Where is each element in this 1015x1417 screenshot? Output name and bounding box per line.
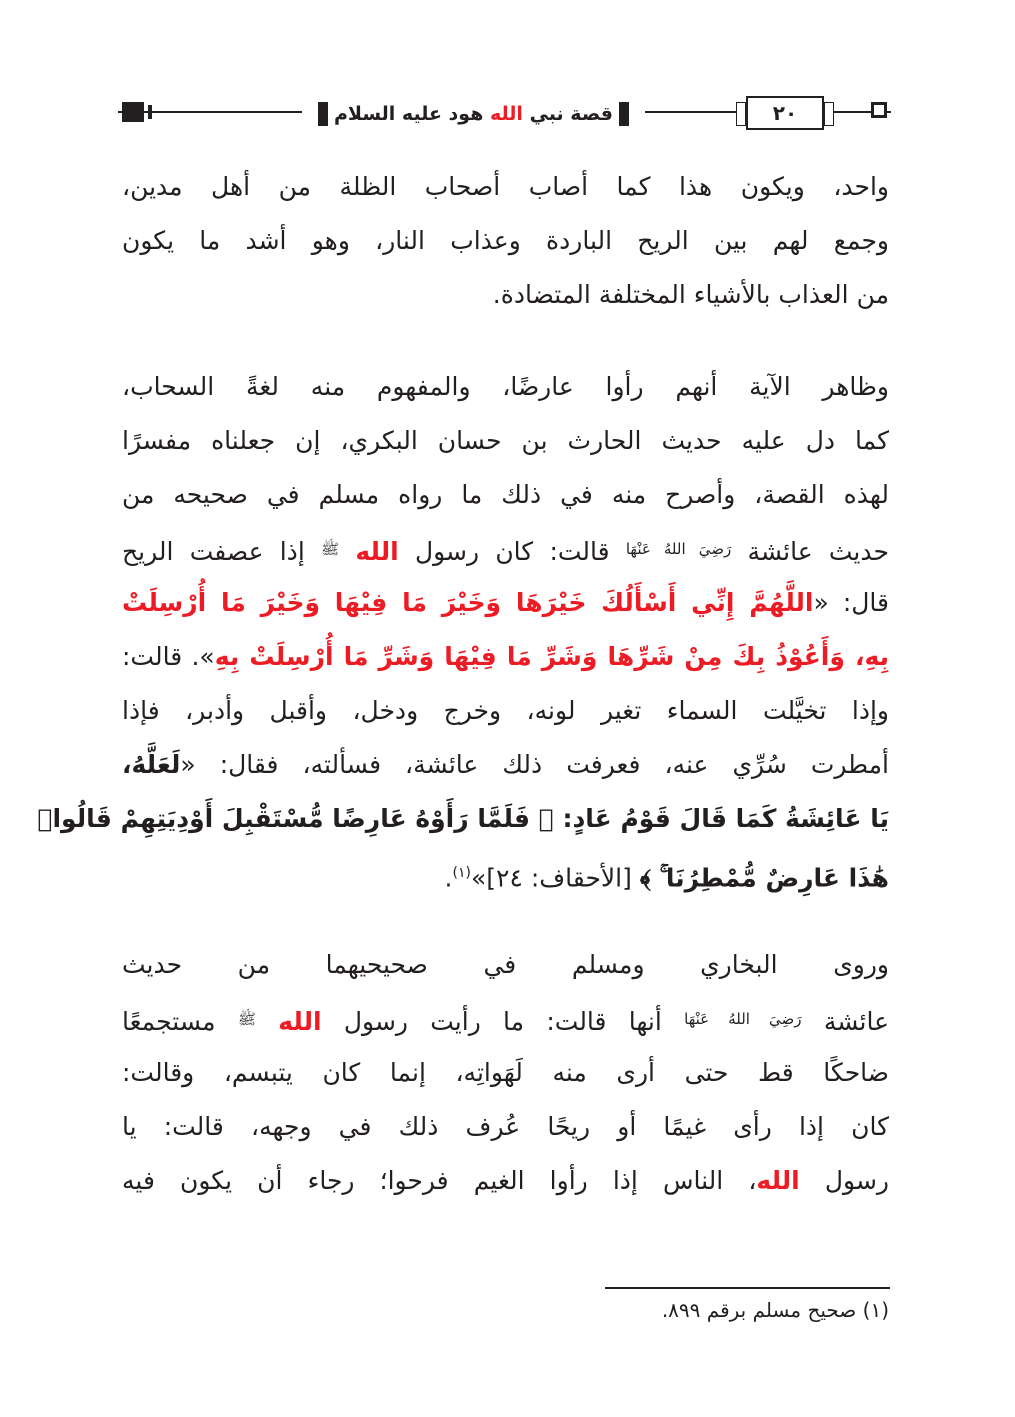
header-end-block: [122, 102, 144, 122]
text-line: عائشة $^{رَضِيَ اللهُ عَنْهَا}$ أنها قالت: ما رأيت رسول الله $^ﷺ$ مستجمعًا: [122, 1007, 890, 1036]
header-title-box: [302, 96, 645, 132]
text-line: وروى البخاري ومسلم في صحيحيهما من حديث: [122, 950, 889, 979]
text-line: كان إذا رأى غيمًا أو ريحًا عُرف ذلك في وجهه، قالت: يا: [122, 1112, 889, 1141]
text-line: وإذا تخيَّلت السماء تغير لونه، وخرج ودخل، وأقبل وأدبر، فإذا: [122, 696, 889, 725]
quran-verse: يَا عَائِشَةُ كَمَا قَالَ قَوْمُ عَادٍ: ﴿ فَلَمَّا رَأَوْهُ عَارِضًا مُّسْتَقْبِلَ أَوْدِيَتِهِمْ قَالُوا۟: [37, 804, 889, 833]
header-end-square: [871, 102, 887, 118]
book-title: قصة نبي الله هود عليه السلام: [333, 103, 613, 125]
footnote-ref: (١): [452, 865, 471, 881]
paragraph-2: [37, 360, 889, 900]
salawat-glyph: ﷺ: [237, 1010, 256, 1028]
title-bar-right: [619, 102, 629, 126]
text-line: من العذاب بالأشياء المختلفة المتضادة.: [492, 280, 889, 309]
dua-text: بِهِ، وَأَعُوْذُ بِكَ مِنْ شَرِّهَا وَشَرِّ مَا فِيْهَا وَشَرِّ مَا أُرْسِلَتْ بِهِ: [214, 642, 889, 671]
dua-text: اللَّهُمَّ إِنِّي أَسْأَلُكَ خَيْرَهَا وَخَيْرَ مَا فِيْهَا وَخَيْرَ مَا أُرْسِلَتْ: [122, 588, 814, 617]
text-line: رسول الله، الناس إذا رأوا الغيم فرحوا؛ رجاء أن يكون فيه: [122, 1166, 889, 1195]
title-bar-left: [318, 102, 328, 126]
text-line: لهذه القصة، وأصرح منه في ذلك ما رواه مسلم في صحيحه من: [122, 480, 889, 509]
text-line: بِهِ، وَأَعُوْذُ بِكَ مِنْ شَرِّهَا وَشَرِّ مَا فِيْهَا وَشَرِّ مَا أُرْسِلَتْ بِهِ». قالت:: [122, 642, 889, 671]
allah-word: الله: [278, 1007, 322, 1036]
quran-verse: هَٰذَا عَارِضٌ مُّمْطِرُنَا ۚ ﴾: [639, 863, 889, 893]
header-end-bar: [148, 105, 152, 119]
text-line: هَٰذَا عَارِضٌ مُّمْطِرُنَا ۚ ﴾ [الأحقاف: ٢٤]»$^{(١)}$.: [444, 863, 889, 893]
text-line: [37, 792, 889, 846]
paragraph-3: [122, 938, 889, 1208]
page-number: ٢٠: [772, 101, 798, 125]
salawat-glyph: ﷺ: [321, 540, 340, 558]
text-line: كما دل عليه حديث الحارث بن حسان البكري، إن جعلناه مفسرًا: [122, 426, 889, 455]
page-header: [118, 96, 891, 132]
text-line: وظاهر الآية أنهم رأوا عارضًا، والمفهوم منه لغةً السحاب،: [122, 372, 889, 401]
text-line: أمطرت سُرِّي عنه، فعرفت ذلك عائشة، فسألته، فقال: «لَعَلَّهُ،: [122, 750, 889, 779]
text-line: قال: «اللَّهُمَّ إِنِّي أَسْأَلُكَ خَيْرَهَا وَخَيْرَ مَا فِيْهَا وَخَيْرَ مَا أُرْسِلَتْ: [122, 588, 889, 617]
footnote-rule: [605, 1287, 890, 1289]
honorific-glyph: رَضِيَ اللهُ عَنْهَا: [625, 540, 732, 558]
honorific-glyph: رَضِيَ اللهُ عَنْهَا: [684, 1010, 802, 1028]
page-number-box: [746, 96, 824, 130]
page-body: [37, 160, 890, 1246]
allah-word: الله: [756, 1166, 800, 1195]
text-line: واحد، ويكون هذا كما أصاب أصحاب الظلة من أهل مدين،: [122, 172, 889, 201]
text-line: ضاحكًا قط حتى أرى منه لَهَواتِه، إنما كان يتبسم، وقالت:: [122, 1058, 889, 1087]
allah-word: الله: [355, 537, 399, 566]
text-line: حديث عائشة $^{رَضِيَ اللهُ عَنْهَا}$ قالت: كان رسول الله $^ﷺ$ إذا عصفت الريح: [122, 537, 889, 566]
footnote: (١) صحيح مسلم برقم ٨٩٩.: [661, 1298, 889, 1322]
text-line: وجمع لهم بين الريح الباردة وعذاب النار، وهو أشد ما يكون: [122, 226, 889, 255]
paragraph-1: [122, 160, 889, 322]
hadith-text: لَعَلَّهُ،: [122, 750, 181, 779]
